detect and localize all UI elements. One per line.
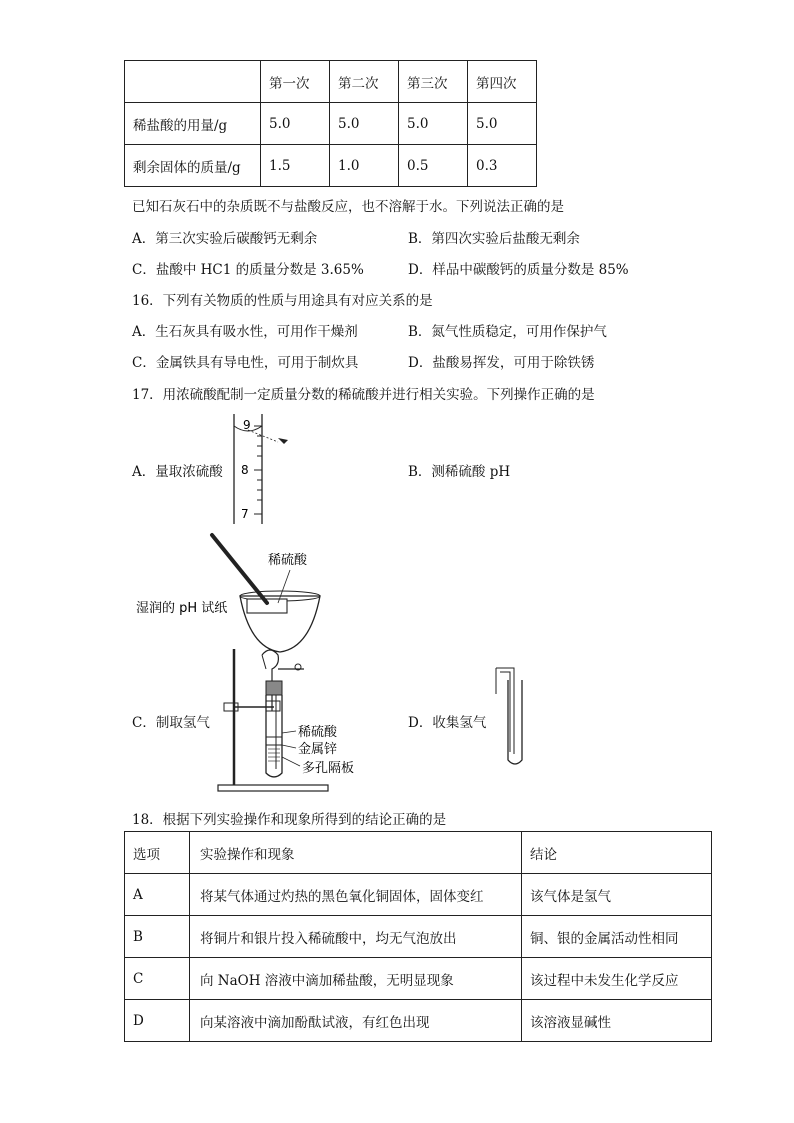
gas-collection-figure	[494, 664, 534, 774]
graduated-cylinder-figure	[228, 412, 308, 527]
table-header-cell: 第二次	[330, 61, 399, 103]
ph-test-figure	[130, 530, 340, 660]
row-label: 剩余固体的质量/g	[125, 145, 261, 187]
table-cell: 向 NaOH 溶液中滴加稀盐酸，无明显现象	[190, 958, 522, 1000]
question-stem: 16．下列有关物质的性质与用途具有对应关系的是	[132, 293, 433, 309]
tick-label: 9	[243, 418, 251, 432]
table-cell: 0.3	[468, 145, 537, 187]
table-cell: 向某溶液中滴加酚酞试液，有红色出现	[190, 1000, 522, 1042]
table-header-cell: 第四次	[468, 61, 537, 103]
table-cell: 该气体是氢气	[522, 874, 712, 916]
question-stem: 18．根据下列实验操作和现象所得到的结论正确的是	[132, 812, 447, 828]
table-cell: A	[125, 874, 190, 916]
table-header-cell: 第一次	[261, 61, 330, 103]
option-d: D．样品中碳酸钙的质量分数是 85%	[408, 262, 629, 278]
option-a: A．第三次实验后碳酸钙无剩余	[132, 231, 318, 247]
option-a: A．量取浓硫酸	[132, 464, 223, 480]
table-header-cell: 选项	[125, 832, 190, 874]
option-b: B．氮气性质稳定，可用作保护气	[408, 324, 607, 340]
table-cell: 该溶液显碱性	[522, 1000, 712, 1042]
table-cell: D	[125, 1000, 190, 1042]
conclusion-table	[124, 831, 712, 1042]
table-cell: 5.0	[261, 103, 330, 145]
apparatus-label: 金属锌	[298, 742, 338, 757]
ph-paper-label: 湿润的 pH 试纸	[136, 601, 228, 616]
table-cell: 5.0	[468, 103, 537, 145]
option-c: C．金属铁具有导电性，可用于制炊具	[132, 355, 359, 371]
table-cell: C	[125, 958, 190, 1000]
table-cell: 该过程中未发生化学反应	[522, 958, 712, 1000]
tick-label: 7	[241, 507, 249, 521]
table-cell: 1.5	[261, 145, 330, 187]
eye-icon	[278, 438, 288, 444]
apparatus-label: 稀硫酸	[298, 725, 338, 740]
table-cell: B	[125, 916, 190, 958]
apparatus-label: 多孔隔板	[302, 761, 355, 776]
table-header-cell: 第三次	[399, 61, 468, 103]
table-cell: 1.0	[330, 145, 399, 187]
table-header-cell	[125, 61, 261, 103]
option-b: B．测稀硫酸 pH	[408, 464, 511, 480]
data-table	[124, 60, 537, 187]
table-cell: 5.0	[330, 103, 399, 145]
tick-label: 8	[241, 463, 249, 477]
option-c: C．盐酸中 HC1 的质量分数是 3.65%	[132, 262, 364, 278]
question-stem: 17．用浓硫酸配制一定质量分数的稀硫酸并进行相关实验。下列操作正确的是	[132, 387, 595, 403]
row-label: 稀盐酸的用量/g	[125, 103, 261, 145]
table-header-cell: 结论	[522, 832, 712, 874]
option-d: D．盐酸易挥发，可用于除铁锈	[408, 355, 595, 371]
option-a: A．生石灰具有吸水性，可用作干燥剂	[132, 324, 358, 340]
table-cell: 将某气体通过灼热的黑色氧化铜固体，固体变红	[190, 874, 522, 916]
option-c: C．制取氢气	[132, 715, 210, 731]
table-cell: 将铜片和银片投入稀硫酸中，均无气泡放出	[190, 916, 522, 958]
acid-label: 稀硫酸	[268, 553, 308, 568]
table-header-cell: 实验操作和现象	[190, 832, 522, 874]
table-cell: 5.0	[399, 103, 468, 145]
table-cell: 0.5	[399, 145, 468, 187]
hydrogen-apparatus-figure	[218, 645, 368, 795]
option-d: D．收集氢气	[408, 715, 487, 731]
option-b: B．第四次实验后盐酸无剩余	[408, 231, 580, 247]
table-cell: 铜、银的金属活动性相同	[522, 916, 712, 958]
question-stem: 已知石灰石中的杂质既不与盐酸反应，也不溶解于水。下列说法正确的是	[132, 199, 564, 215]
